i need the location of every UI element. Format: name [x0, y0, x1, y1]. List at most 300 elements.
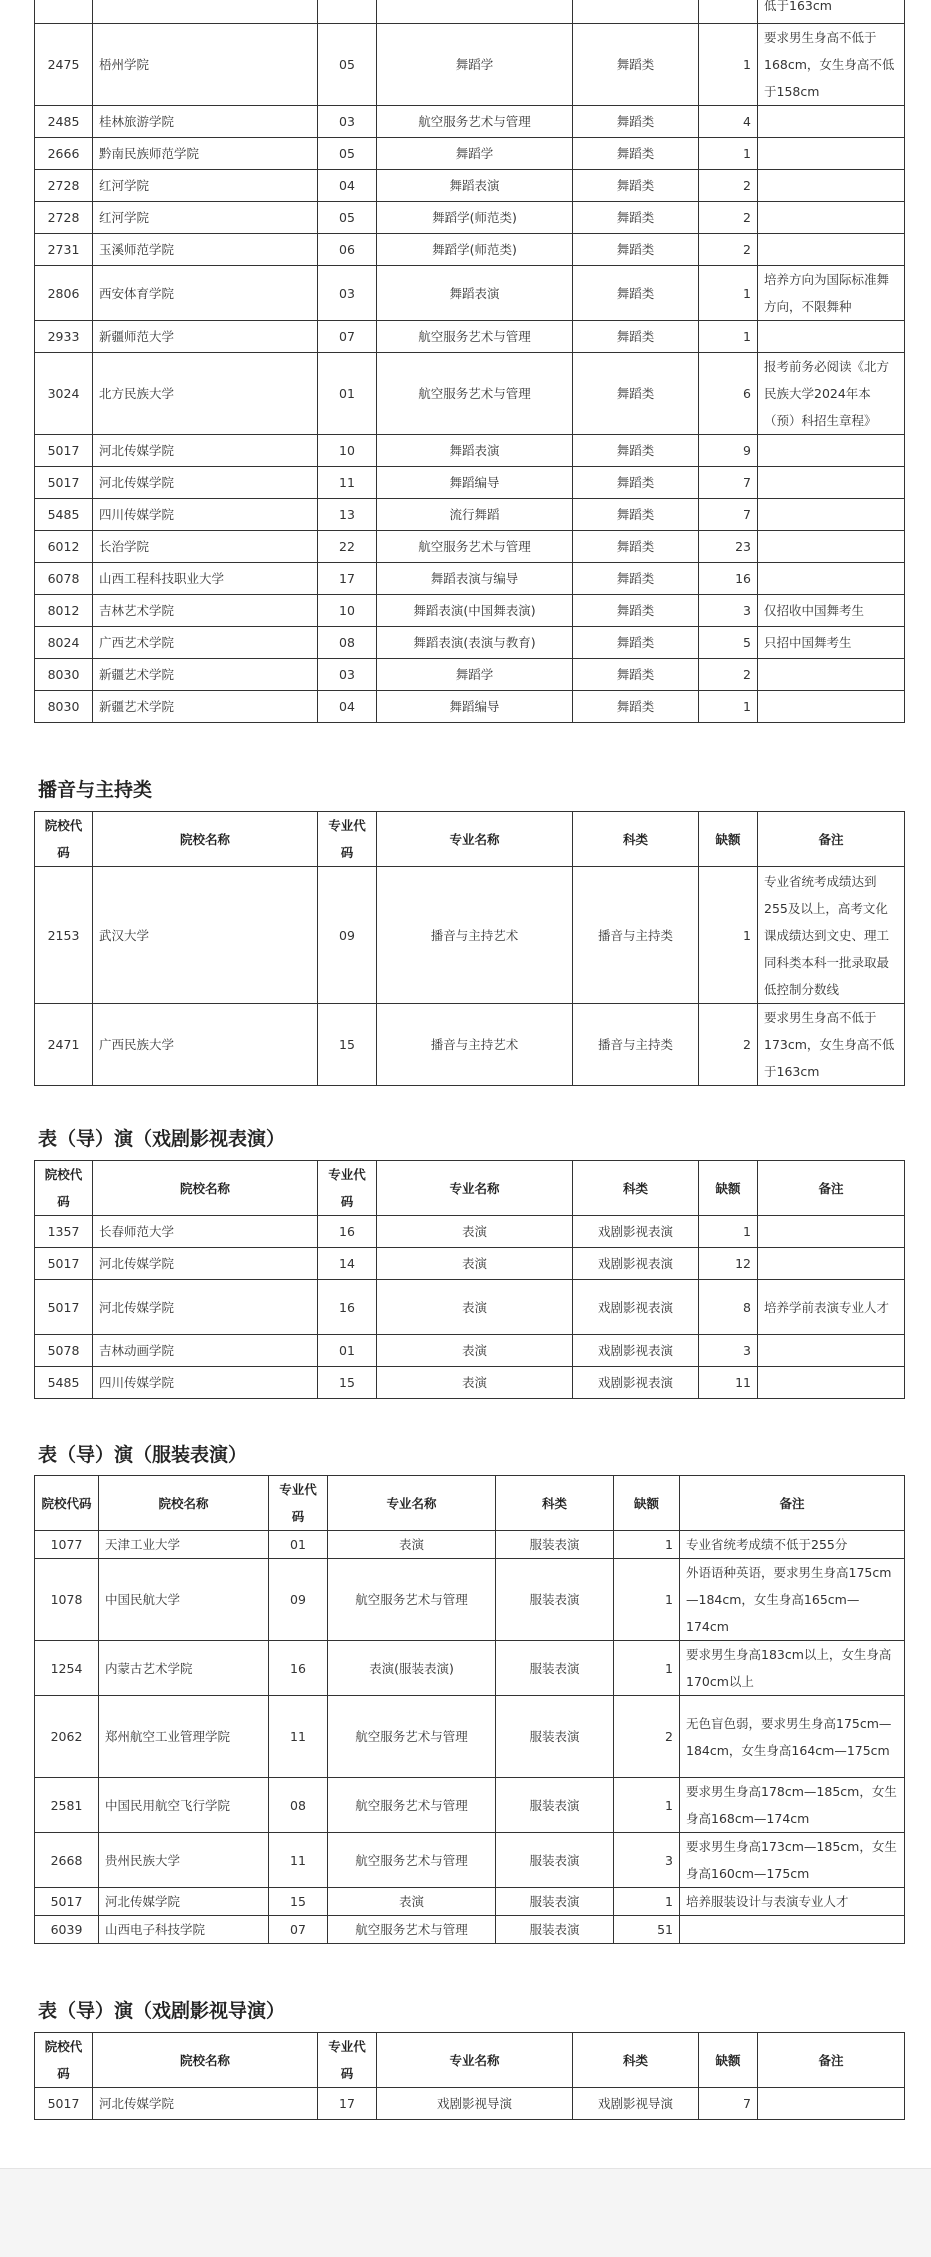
directing-table [34, 2032, 905, 2120]
school-code: 2731 [35, 234, 93, 266]
major-name: 舞蹈表演与编导 [377, 563, 573, 595]
page-footer [0, 2168, 931, 2257]
school-name: 中国民用航空飞行学院 [99, 1778, 269, 1833]
major-name: 舞蹈学 [377, 138, 573, 170]
row-note: 培养服装设计与表演专业人才 [680, 1888, 905, 1916]
major-code: 15 [318, 1367, 377, 1399]
major-name: 表演 [377, 1280, 573, 1335]
school-code: 5017 [35, 1280, 93, 1335]
major-code: 01 [318, 1335, 377, 1367]
row-note: 无色盲色弱，要求男生身高175cm—184cm，女生身高164cm—175cm [680, 1696, 905, 1778]
school-name: 河北传媒学院 [93, 435, 318, 467]
row-note [758, 106, 905, 138]
table-row [35, 467, 905, 499]
column-header-major: 专业名称 [377, 1161, 573, 1216]
category: 舞蹈类 [573, 435, 699, 467]
column-header-category: 科类 [496, 1476, 614, 1531]
category: 舞蹈类 [573, 234, 699, 266]
quota: 9 [699, 435, 758, 467]
section-title-broadcast: 播音与主持类 [38, 779, 153, 801]
school-code: 8030 [35, 659, 93, 691]
major-code: 22 [318, 531, 377, 563]
row-note: 外语语种英语，要求男生身高175cm—184cm，女生身高165cm—174cm [680, 1559, 905, 1641]
row-note: 培养方向为国际标准舞方向，不限舞种 [758, 266, 905, 321]
table-row [35, 1559, 905, 1641]
quota: 1 [614, 1778, 680, 1833]
row-note [758, 435, 905, 467]
column-header-major-code: 专业代码 [318, 812, 377, 867]
column-header-category: 科类 [573, 1161, 699, 1216]
quota: 8 [699, 1280, 758, 1335]
school-code: 6012 [35, 531, 93, 563]
column-header-major: 专业名称 [377, 812, 573, 867]
major-name: 舞蹈学(师范类) [377, 202, 573, 234]
school-code: 5485 [35, 499, 93, 531]
major-code: 14 [318, 1248, 377, 1280]
major-code: 13 [318, 499, 377, 531]
school-name: 长春师范大学 [93, 1216, 318, 1248]
category: 播音与主持类 [573, 1004, 699, 1086]
major-code: 07 [318, 321, 377, 353]
quota: 2 [699, 170, 758, 202]
column-header-note: 备注 [758, 812, 905, 867]
quota: 1 [699, 1216, 758, 1248]
category: 服装表演 [496, 1888, 614, 1916]
quota: 23 [699, 531, 758, 563]
table-header [35, 1161, 905, 1216]
row-note [758, 202, 905, 234]
major-name: 表演 [328, 1888, 496, 1916]
broadcast-table [34, 811, 905, 1086]
school-code: 2475 [35, 24, 93, 106]
table-row [35, 0, 905, 24]
school-name: 内蒙古艺术学院 [99, 1641, 269, 1696]
row-note [758, 234, 905, 266]
category: 舞蹈类 [573, 321, 699, 353]
column-header-note: 备注 [680, 1476, 905, 1531]
column-header-note: 备注 [758, 1161, 905, 1216]
category: 舞蹈类 [573, 563, 699, 595]
school-code: 1254 [35, 1641, 99, 1696]
column-header-school: 院校名称 [93, 812, 318, 867]
quota: 2 [699, 659, 758, 691]
major-code: 08 [269, 1778, 328, 1833]
major-name: 表演 [377, 1248, 573, 1280]
major-code: 05 [318, 24, 377, 106]
table-row [35, 138, 905, 170]
school-name: 贵州民族大学 [99, 1833, 269, 1888]
major-name: 舞蹈表演(中国舞表演) [377, 595, 573, 627]
major-code: 11 [318, 467, 377, 499]
school-name: 红河学院 [93, 170, 318, 202]
quota: 2 [699, 1004, 758, 1086]
column-header-quota: 缺额 [699, 2033, 758, 2088]
school-name: 梧州学院 [93, 24, 318, 106]
category: 戏剧影视表演 [573, 1280, 699, 1335]
category: 服装表演 [496, 1641, 614, 1696]
section-title-drama: 表（导）演（戏剧影视表演） [38, 1128, 286, 1150]
major-code: 09 [318, 867, 377, 1004]
category: 戏剧影视表演 [573, 1335, 699, 1367]
row-note [758, 1335, 905, 1367]
category: 舞蹈类 [573, 106, 699, 138]
column-header-quota: 缺额 [699, 1161, 758, 1216]
major-name: 航空服务艺术与管理 [377, 353, 573, 435]
major-name: 表演 [328, 1531, 496, 1559]
category: 服装表演 [496, 1696, 614, 1778]
school-code: 2933 [35, 321, 93, 353]
quota: 2 [699, 234, 758, 266]
school-name: 中国民航大学 [99, 1559, 269, 1641]
table-row [35, 1248, 905, 1280]
row-note [680, 1916, 905, 1944]
major-name: 表演 [377, 1335, 573, 1367]
major-code: 09 [269, 1559, 328, 1641]
table-row [35, 1531, 905, 1559]
quota: 12 [699, 1248, 758, 1280]
category: 戏剧影视导演 [573, 2088, 699, 2120]
table-row [35, 1888, 905, 1916]
quota: 6 [699, 353, 758, 435]
row-note: 仅招收中国舞考生 [758, 595, 905, 627]
major-code: 05 [318, 202, 377, 234]
major-name: 航空服务艺术与管理 [328, 1696, 496, 1778]
drama-table [34, 1160, 905, 1399]
table-row [35, 499, 905, 531]
major-name: 播音与主持艺术 [377, 867, 573, 1004]
row-note: 低于163cm [758, 0, 905, 24]
row-note [758, 1367, 905, 1399]
row-note [758, 499, 905, 531]
category: 舞蹈类 [573, 627, 699, 659]
school-code: 5017 [35, 2088, 93, 2120]
major-code: 10 [318, 595, 377, 627]
school-name: 北方民族大学 [93, 353, 318, 435]
table-header [35, 812, 905, 867]
table-row [35, 234, 905, 266]
category: 舞蹈类 [573, 595, 699, 627]
school-code: 2728 [35, 202, 93, 234]
major-name: 航空服务艺术与管理 [377, 531, 573, 563]
school-name: 山西电子科技学院 [99, 1916, 269, 1944]
school-code: 5485 [35, 1367, 93, 1399]
row-note [758, 563, 905, 595]
table-row [35, 1833, 905, 1888]
major-name: 舞蹈表演(表演与教育) [377, 627, 573, 659]
school-name: 河北传媒学院 [93, 1248, 318, 1280]
category: 戏剧影视表演 [573, 1248, 699, 1280]
quota: 1 [614, 1559, 680, 1641]
school-code: 5017 [35, 1248, 93, 1280]
school-code: 8024 [35, 627, 93, 659]
column-header-category: 科类 [573, 812, 699, 867]
major-name: 航空服务艺术与管理 [328, 1916, 496, 1944]
category: 舞蹈类 [573, 499, 699, 531]
school-name: 河北传媒学院 [99, 1888, 269, 1916]
school-name: 山西工程科技职业大学 [93, 563, 318, 595]
table-row [35, 266, 905, 321]
school-code: 2806 [35, 266, 93, 321]
category: 舞蹈类 [573, 531, 699, 563]
row-note: 培养学前表演专业人才 [758, 1280, 905, 1335]
school-code: 5017 [35, 435, 93, 467]
category: 舞蹈类 [573, 138, 699, 170]
category: 舞蹈类 [573, 202, 699, 234]
category: 服装表演 [496, 1531, 614, 1559]
school-code: 2668 [35, 1833, 99, 1888]
category: 舞蹈类 [573, 659, 699, 691]
quota: 2 [614, 1696, 680, 1778]
major-name: 舞蹈学 [377, 24, 573, 106]
table-row [35, 1916, 905, 1944]
section-title-directing: 表（导）演（戏剧影视导演） [38, 2000, 286, 2022]
column-header-school: 院校名称 [99, 1476, 269, 1531]
school-name: 吉林艺术学院 [93, 595, 318, 627]
school-code: 5017 [35, 1888, 99, 1916]
school-name: 广西民族大学 [93, 1004, 318, 1086]
major-code: 04 [318, 170, 377, 202]
row-note: 只招中国舞考生 [758, 627, 905, 659]
column-header-quota: 缺额 [699, 812, 758, 867]
school-code: 5017 [35, 467, 93, 499]
major-name: 戏剧影视导演 [377, 2088, 573, 2120]
school-code: 1078 [35, 1559, 99, 1641]
column-header-major-code: 专业代码 [318, 1161, 377, 1216]
major-code: 06 [318, 234, 377, 266]
major-name: 航空服务艺术与管理 [328, 1833, 496, 1888]
row-note [758, 138, 905, 170]
table-row [35, 659, 905, 691]
school-code: 5078 [35, 1335, 93, 1367]
major-name: 航空服务艺术与管理 [328, 1778, 496, 1833]
school-code: 8030 [35, 691, 93, 723]
section-title-fashion: 表（导）演（服装表演） [38, 1444, 248, 1466]
column-header-code: 院校代码 [35, 1161, 93, 1216]
row-note: 报考前务必阅读《北方民族大学2024年本（预）科招生章程》 [758, 353, 905, 435]
school-name: 河北传媒学院 [93, 2088, 318, 2120]
school-code: 2666 [35, 138, 93, 170]
table-row [35, 202, 905, 234]
quota: 1 [699, 321, 758, 353]
school-name: 西安体育学院 [93, 266, 318, 321]
table-row [35, 691, 905, 723]
school-name: 河北传媒学院 [93, 1280, 318, 1335]
major-code: 03 [318, 266, 377, 321]
school-code: 8012 [35, 595, 93, 627]
row-note: 专业省统考成绩达到255及以上，高考文化课成绩达到文史、理工同科类本科一批录取最低控制分数线 [758, 867, 905, 1004]
table-row [35, 1335, 905, 1367]
row-note [758, 170, 905, 202]
quota: 3 [614, 1833, 680, 1888]
table-row [35, 1216, 905, 1248]
column-header-code: 院校代码 [35, 1476, 99, 1531]
row-note [758, 1248, 905, 1280]
row-note: 要求男生身高183cm以上，女生身高170cm以上 [680, 1641, 905, 1696]
column-header-school: 院校名称 [93, 2033, 318, 2088]
table-row [35, 595, 905, 627]
quota: 1 [699, 691, 758, 723]
major-name: 表演(服装表演) [328, 1641, 496, 1696]
major-name: 舞蹈编导 [377, 467, 573, 499]
school-name: 红河学院 [93, 202, 318, 234]
table-row [35, 106, 905, 138]
major-code: 17 [318, 563, 377, 595]
quota: 4 [699, 106, 758, 138]
school-name: 新疆艺术学院 [93, 691, 318, 723]
table-row [35, 867, 905, 1004]
school-name: 四川传媒学院 [93, 1367, 318, 1399]
row-note: 要求男生身高不低于168cm，女生身高不低于158cm [758, 24, 905, 106]
school-name: 吉林动画学院 [93, 1335, 318, 1367]
quota: 2 [699, 202, 758, 234]
major-name: 舞蹈学 [377, 659, 573, 691]
category: 服装表演 [496, 1916, 614, 1944]
major-code: 07 [269, 1916, 328, 1944]
major-name: 播音与主持艺术 [377, 1004, 573, 1086]
school-name: 四川传媒学院 [93, 499, 318, 531]
quota: 1 [699, 138, 758, 170]
major-code: 05 [318, 138, 377, 170]
major-code: 03 [318, 106, 377, 138]
school-name: 广西艺术学院 [93, 627, 318, 659]
school-name: 新疆艺术学院 [93, 659, 318, 691]
category: 舞蹈类 [573, 24, 699, 106]
table-header [35, 2033, 905, 2088]
major-name: 舞蹈表演 [377, 435, 573, 467]
major-code: 01 [318, 353, 377, 435]
column-header-code: 院校代码 [35, 2033, 93, 2088]
row-note: 专业省统考成绩不低于255分 [680, 1531, 905, 1559]
major-code: 16 [318, 1280, 377, 1335]
quota: 3 [699, 595, 758, 627]
table-row [35, 170, 905, 202]
major-name: 舞蹈表演 [377, 266, 573, 321]
category: 戏剧影视表演 [573, 1367, 699, 1399]
school-code: 1357 [35, 1216, 93, 1248]
category: 播音与主持类 [573, 867, 699, 1004]
school-name: 天津工业大学 [99, 1531, 269, 1559]
school-name: 新疆师范大学 [93, 321, 318, 353]
quota: 5 [699, 627, 758, 659]
category: 舞蹈类 [573, 467, 699, 499]
quota: 1 [614, 1531, 680, 1559]
school-code: 2728 [35, 170, 93, 202]
quota: 1 [614, 1888, 680, 1916]
table-row [35, 24, 905, 106]
major-name: 航空服务艺术与管理 [377, 321, 573, 353]
row-note: 要求男生身高173cm—185cm，女生身高160cm—175cm [680, 1833, 905, 1888]
fashion-table [34, 1475, 905, 1944]
quota: 1 [699, 266, 758, 321]
school-code: 6078 [35, 563, 93, 595]
column-header-note: 备注 [758, 2033, 905, 2088]
school-code: 6039 [35, 1916, 99, 1944]
school-name: 黔南民族师范学院 [93, 138, 318, 170]
row-note: 要求男生身高178cm—185cm，女生身高168cm—174cm [680, 1778, 905, 1833]
table-row [35, 435, 905, 467]
major-code: 11 [269, 1833, 328, 1888]
major-name: 航空服务艺术与管理 [328, 1559, 496, 1641]
row-note [758, 467, 905, 499]
school-name: 长治学院 [93, 531, 318, 563]
table-row [35, 353, 905, 435]
category: 服装表演 [496, 1559, 614, 1641]
quota: 51 [614, 1916, 680, 1944]
major-name: 航空服务艺术与管理 [377, 106, 573, 138]
column-header-major: 专业名称 [377, 2033, 573, 2088]
school-name: 武汉大学 [93, 867, 318, 1004]
major-code: 04 [318, 691, 377, 723]
quota: 1 [699, 24, 758, 106]
major-code: 10 [318, 435, 377, 467]
school-name: 桂林旅游学院 [93, 106, 318, 138]
major-code: 15 [269, 1888, 328, 1916]
row-note [758, 2088, 905, 2120]
category: 舞蹈类 [573, 691, 699, 723]
quota: 7 [699, 2088, 758, 2120]
table-row [35, 321, 905, 353]
major-name: 表演 [377, 1367, 573, 1399]
row-note [758, 321, 905, 353]
major-name: 舞蹈学(师范类) [377, 234, 573, 266]
quota: 7 [699, 499, 758, 531]
column-header-category: 科类 [573, 2033, 699, 2088]
table-row [35, 1641, 905, 1696]
table-row [35, 531, 905, 563]
quota: 3 [699, 1335, 758, 1367]
table-row [35, 563, 905, 595]
quota: 1 [699, 867, 758, 1004]
school-code: 2471 [35, 1004, 93, 1086]
table-row [35, 1696, 905, 1778]
category: 舞蹈类 [573, 266, 699, 321]
school-code: 2581 [35, 1778, 99, 1833]
major-code: 17 [318, 2088, 377, 2120]
row-note [758, 691, 905, 723]
quota: 16 [699, 563, 758, 595]
school-code: 2153 [35, 867, 93, 1004]
major-code: 11 [269, 1696, 328, 1778]
major-name: 流行舞蹈 [377, 499, 573, 531]
school-code: 3024 [35, 353, 93, 435]
table-row [35, 2088, 905, 2120]
table-row [35, 1778, 905, 1833]
row-note [758, 1216, 905, 1248]
school-name: 郑州航空工业管理学院 [99, 1696, 269, 1778]
category: 服装表演 [496, 1778, 614, 1833]
quota: 11 [699, 1367, 758, 1399]
major-code: 16 [318, 1216, 377, 1248]
column-header-school: 院校名称 [93, 1161, 318, 1216]
major-code: 01 [269, 1531, 328, 1559]
school-name: 玉溪师范学院 [93, 234, 318, 266]
quota: 7 [699, 467, 758, 499]
column-header-major-code: 专业代码 [318, 2033, 377, 2088]
category: 舞蹈类 [573, 170, 699, 202]
table-row [35, 1367, 905, 1399]
major-code: 15 [318, 1004, 377, 1086]
school-code: 1077 [35, 1531, 99, 1559]
column-header-major-code: 专业代码 [269, 1476, 328, 1531]
major-name: 舞蹈表演 [377, 170, 573, 202]
table-row [35, 627, 905, 659]
column-header-quota: 缺额 [614, 1476, 680, 1531]
category: 舞蹈类 [573, 353, 699, 435]
row-note: 要求男生身高不低于173cm，女生身高不低于163cm [758, 1004, 905, 1086]
column-header-code: 院校代码 [35, 812, 93, 867]
category: 服装表演 [496, 1833, 614, 1888]
major-code: 03 [318, 659, 377, 691]
